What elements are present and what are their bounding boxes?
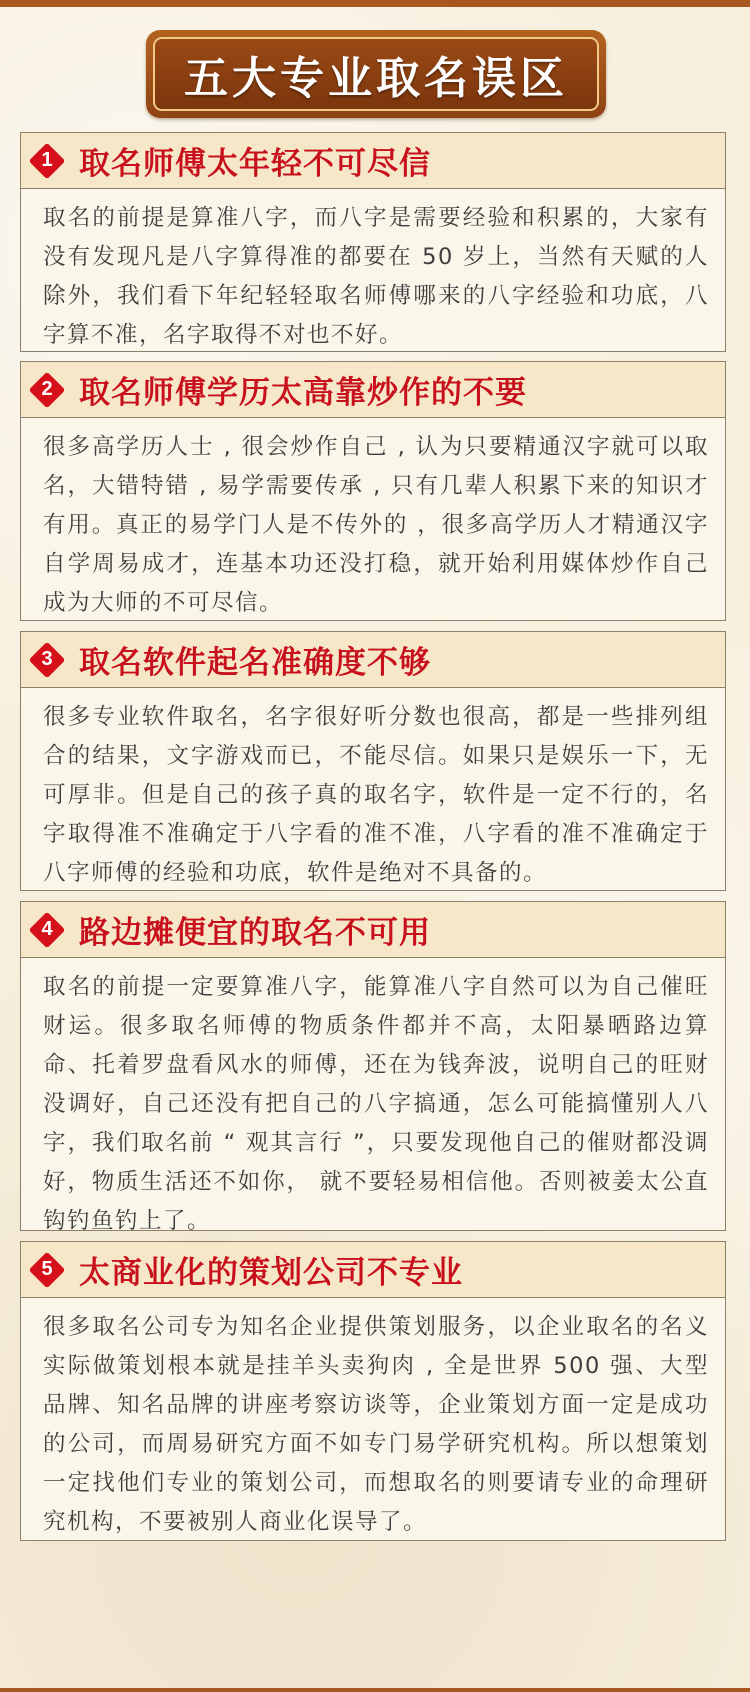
section-number: 5 [41, 1258, 53, 1280]
section-3 [20, 631, 726, 891]
section-body: 很多高学历人士 , 很会炒作自己 , 认为只要精通汉字就可以取名，大错特错 , 易学需要传承 , 只有几辈人积累下来的知识才有用。真正的易学门人是不传外的 ，很多高学历人才精通汉字自学周易成才，连基本功还没打稳，就开始利用媒体炒作自己成为大师的不可尽信。 [43, 434, 709, 616]
section-body: 很多取名公司专为知名企业提供策划服务，以企业取名的名义实际做策划根本就是挂羊头卖狗肉 , 全是世界 500 强、大型品牌、知名品牌的讲座考察访谈等，企业策划方面一定是成功的公司，而周易研究方面不如专门易学研究机构。所以想策划一定找他们专业的策划公司，而想取名的则要请专业的命理研究机构，不要被别人商业化误导了。 [43, 1314, 709, 1535]
section-header [21, 1242, 725, 1298]
section-2 [20, 361, 726, 621]
section-5 [20, 1241, 726, 1541]
number-badge-icon [29, 912, 65, 948]
section-header [21, 902, 725, 958]
section-body: 取名的前提是算准八字，而八字是需要经验和积累的，大家有没有发现凡是八字算得准的都要在 50 岁上，当然有天赋的人除外，我们看下年纪轻轻取名师傅哪来的八字经验和功底，八字算不准，名字取得不对也不好。 [43, 205, 709, 348]
number-badge-icon [29, 1252, 65, 1288]
section-title: 取名软件起名准确度不够 [79, 645, 431, 681]
section-number: 1 [41, 149, 53, 171]
section-title: 太商业化的策划公司不专业 [79, 1255, 463, 1291]
section-number: 3 [41, 648, 53, 670]
section-header [21, 362, 725, 418]
section-4 [20, 901, 726, 1234]
section-body: 取名的前提一定要算准八字，能算准八字自然可以为自己催旺财运。很多取名师傅的物质条件都并不高，太阳暴晒路边算命、托着罗盘看风水的师傅，还在为钱奔波，说明自己的旺财没调好，自己还没有把自己的八字搞通，怎么可能搞懂别人八字，我们取名前 “ 观其言行 ”，只要发现他自己的催财都没调好，物质生活还不如你， 就不要轻易相信他。否则被姜太公直钩钓鱼钓上了。 [43, 974, 709, 1234]
title-banner-inner [153, 37, 599, 111]
title-banner [146, 30, 606, 118]
bottom-border [0, 1688, 750, 1692]
section-title: 取名师傅太年轻不可尽信 [79, 146, 431, 182]
section-body: 很多专业软件取名，名字很好听分数也很高，都是一些排列组合的结果，文字游戏而已，不能尽信。如果只是娱乐一下，无可厚非。但是自己的孩子真的取名字，软件是一定不行的，名字取得准不准确定于八字看的准不准，八字看的准不准确定于八字师傅的经验和功底，软件是绝对不具备的。 [43, 704, 709, 886]
number-badge-icon [29, 642, 65, 678]
number-badge-icon [29, 143, 65, 179]
section-1 [20, 132, 726, 352]
number-badge-icon [29, 372, 65, 408]
page-title: 五大专业取名误区 [184, 53, 568, 104]
section-number: 4 [41, 918, 53, 940]
top-border [0, 0, 750, 7]
section-header [21, 632, 725, 688]
section-number: 2 [41, 378, 53, 400]
section-header [21, 133, 725, 189]
section-title: 路边摊便宜的取名不可用 [79, 915, 431, 951]
section-title: 取名师傅学历太高靠炒作的不要 [79, 375, 527, 411]
